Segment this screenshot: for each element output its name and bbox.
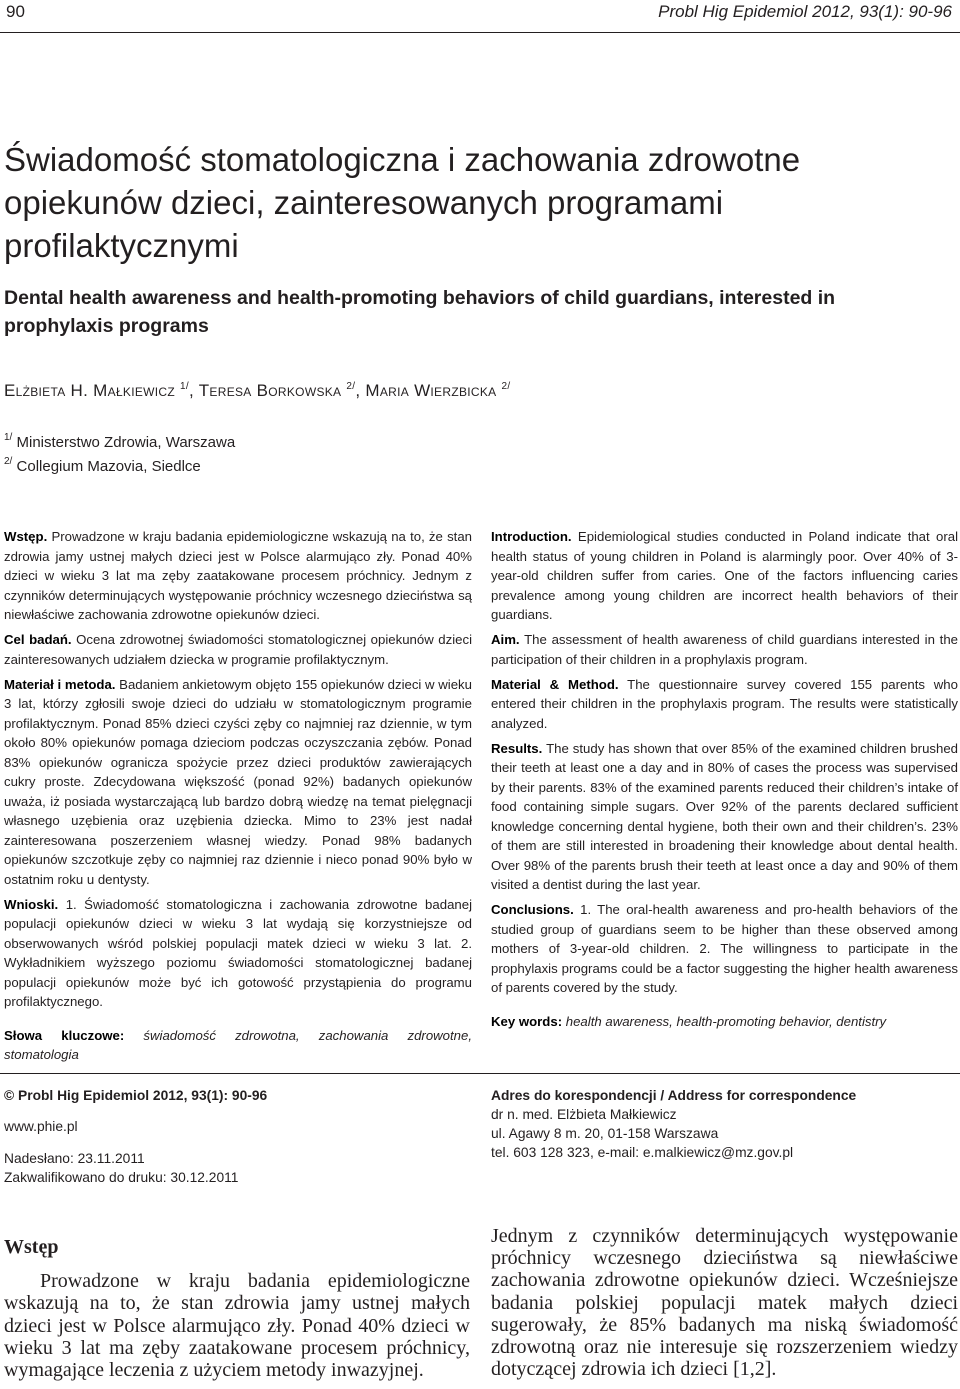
section-text: Epidemiological studies conducted in Poland indicate that oral health status of young children in Poland is alarmingly poor. Over 40% of 3-year-old children suffer from caries. One of the factors influencing caries prevalence among young children are incorrect health behaviors of their guardians. (491, 529, 959, 622)
section-text: 1. Świadomość stomatologiczna i zachowania zdrowotne badanej populacji opiekunów dzieci w wieku 3 lat wydają się korzystniejsze od obserwowanych wśród polskiej populacji matek dzieci w wieku 3 lat. 2. Wykładnikiem wyższego poziomu świadomości stomatologicznej badanej populacji opiekunów może być ich gotowość przystąpienia do programu profilaktycznego. (4, 896, 472, 1009)
website-link[interactable]: www.phie.pl (4, 1119, 78, 1134)
abstract-section (491, 630, 958, 669)
author-affiliation-mark: 2/ (501, 381, 511, 392)
abstract-english (491, 527, 958, 1037)
title-english: Dental health awareness and health-promoting behaviors of child guardians, interested in prophylaxis programs (4, 287, 836, 337)
abstract-section (4, 630, 472, 669)
journal-reference: Probl Hig Epidemiol 2012, 93(1): 90-96 (658, 2, 952, 21)
section-text: The questionnaire survey covered 155 parents who entered their children in the prophylaxis program. The results were statistically analyzed. (491, 676, 958, 731)
author-affiliation-mark: 2/ (346, 381, 356, 392)
section-text: Prowadzone w kraju badania epidemiologiczne wskazują na to, że stan zdrowia jamy ustnej małych dzieci jest w Polsce alarmująco zły. Ponad 40% dzieci w wieku 3 lat ma zęby zaatakowane procesem próchnicy. Jednym z czynników determinujących występowanie próchnicy wczesnego dzieciństwa są niewłaściwe zachowania zdrowotne opiekunów dzieci. (4, 529, 472, 622)
affiliation-mark: 1/ (4, 432, 13, 443)
page-number: 90 (6, 2, 25, 21)
section-label: Materiał i metoda. (4, 676, 116, 692)
affiliation-mark: 2/ (4, 456, 13, 467)
copyright-line: © Probl Hig Epidemiol 2012, 93(1): 90-96 (4, 1088, 268, 1103)
section-label: Material & Method. (491, 676, 619, 692)
keywords-text: health awareness, health-promoting behavior, dentistry (565, 1013, 887, 1029)
publication-info (4, 1086, 464, 1187)
affiliation-text: Collegium Mazovia, Siedlce (16, 458, 201, 475)
keywords-label: Key words: (491, 1013, 563, 1029)
correspondence-name: dr n. med. Elżbieta Małkiewicz (491, 1107, 677, 1122)
section-text: 1. The oral-health awareness and pro-health behaviors of the studied group of guardians seem to be higher than these observed among mothers of 3-year-old children. 2. The willingness to participate in the prophylaxis programs could be a factor suggesting the higher health awareness of parents covered by the study. (491, 902, 958, 995)
title-polish: Świadomość stomatologiczna i zachowania zdrowotne opiekunów dzieci, zainteresowanych programami profilaktycznymi (4, 141, 801, 264)
affiliation-text: Ministerstwo Zdrowia, Warszawa (16, 434, 236, 451)
keywords-english (491, 1012, 958, 1032)
body-paragraph: Prowadzone w kraju badania epidemiologiczne wskazują na to, że stan zdrowia jamy ustnej małych dzieci jest w Polsce alarmująco zły. Ponad 40% dzieci w wieku 3 lat ma zęby zaatakowane procesem próchnicy, wymagające leczenia z użyciem metody inwazyjnej. (4, 1270, 470, 1382)
author-name: Maria Wierzbicka (365, 381, 497, 400)
abstract-section (491, 739, 958, 895)
body-column-left (4, 1236, 470, 1381)
author-list: Elżbieta H. Małkiewicz $^{1/}$, Teresa Borkowska $^{2/}$, Maria Wierzbicka $^{2/}$ (4, 381, 511, 400)
body-paragraph: Jednym z czynników determinujących występowanie próchnicy wczesnego dzieciństwa są niewłaściwe zachowania zdrowotne opiekunów dzieci. Wcześniejsze badania polskiej populacji matek małych dzieci sugerowały, że 85% badanych ma niską świadomość zdrowotną oraz nie interesuje się rozszerzeniem wiedzy dotyczącej zdrowia ich dzieci [1,2]. (491, 1225, 958, 1381)
section-label: Wstęp. (4, 529, 48, 544)
section-label: Aim. (491, 632, 520, 647)
keywords-text: świadomość zdrowotna, zachowania zdrowotne, stomatologia (4, 1027, 473, 1062)
section-text: Badaniem ankietowym objęto 155 opiekunów dzieci w wieku 3 lat, którzy zgłosili swoje dzieci do udziału w stomatologicznym programie profilaktycznym. Ponad 85% dzieci czyści zęby co najmniej raz dziennie, w tym około 80% opiekunów pomaga dzieciom podczas oczyszczania zębów. Ponad 83% opiekunów ogranicza spożycie przez dzieci produktów zawierających cukry proste. Zdecydowana większość (ponad 92%) badanych opiekunów uważa, iż posiada wystarczającą lub bardzo dobrą wiedzę na temat pielęgnacji własnego uzębienia oraz uzębienia dziecka. Mimo to 23% jest nadał zainteresowana poszerzeniem własnej wiedzy. Ponad 98% badanych opiekunów szczotkuje zęby co najmniej raz dziennie i nieco ponad 90% było w ostatnim roku u dentysty. (4, 676, 472, 887)
footer-rule (0, 1073, 960, 1074)
section-label: Wnioski. (4, 896, 59, 912)
section-label: Cel badań. (4, 632, 72, 647)
section-label: Conclusions. (491, 902, 574, 917)
section-label: Results. (491, 740, 543, 756)
correspondence-info (491, 1086, 951, 1162)
correspondence-contact: tel. 603 128 323, e-mail: e.malkiewicz@mz.gov.pl (491, 1145, 794, 1160)
abstract-section (4, 527, 472, 625)
section-heading: Wstęp (4, 1236, 59, 1258)
keywords-label: Słowa kluczowe: (4, 1027, 125, 1043)
abstract-section (4, 895, 472, 1012)
section-label: Introduction. (491, 529, 572, 544)
author-name: Elżbieta H. Małkiewicz (4, 381, 176, 400)
author-name: Teresa Borkowska (198, 381, 342, 400)
abstract-section (491, 675, 958, 734)
keywords-polish (4, 1026, 472, 1065)
affiliation (4, 456, 201, 475)
abstract-section (491, 900, 958, 998)
abstract-section (491, 527, 958, 625)
affiliation (4, 432, 235, 451)
abstract-section (4, 675, 472, 890)
correspondence-address: ul. Agawy 8 m. 20, 01-158 Warszawa (491, 1126, 719, 1141)
section-text: Ocena zdrowotnej świadomości stomatologicznej opiekunów dzieci zainteresowanych udziałem dziecka w programie profilaktycznym. (4, 632, 472, 667)
correspondence-heading: Adres do korespondencji / Address for correspondence (491, 1088, 857, 1103)
section-text: The study has shown that over 85% of the examined children brushed their teeth at least one a day and in 80% of cases the process was supervised by their parents. 83% of the examined parents reduced their children’s intake of food containing simple sugars. Over 92% of the parents declared sufficient knowledge concerning dental hygiene, both their own and their children’s. 23% of them are still interested in broadening their knowledge about dental health. Over 98% of the parents brush their teeth at least once a day and 90% of them visited a dentist during the last year. (491, 740, 958, 892)
header-rule (0, 32, 960, 33)
abstract-polish (4, 527, 472, 1070)
accepted-date: Zakwalifikowano do druku: 30.12.2011 (4, 1170, 239, 1185)
section-text: The assessment of health awareness of child guardians interested in the participation of their children in a prophylaxis program. (491, 632, 958, 667)
author-affiliation-mark: 1/ (180, 381, 189, 392)
body-column-right (491, 1225, 958, 1380)
received-date: Nadesłano: 23.11.2011 (4, 1151, 145, 1166)
